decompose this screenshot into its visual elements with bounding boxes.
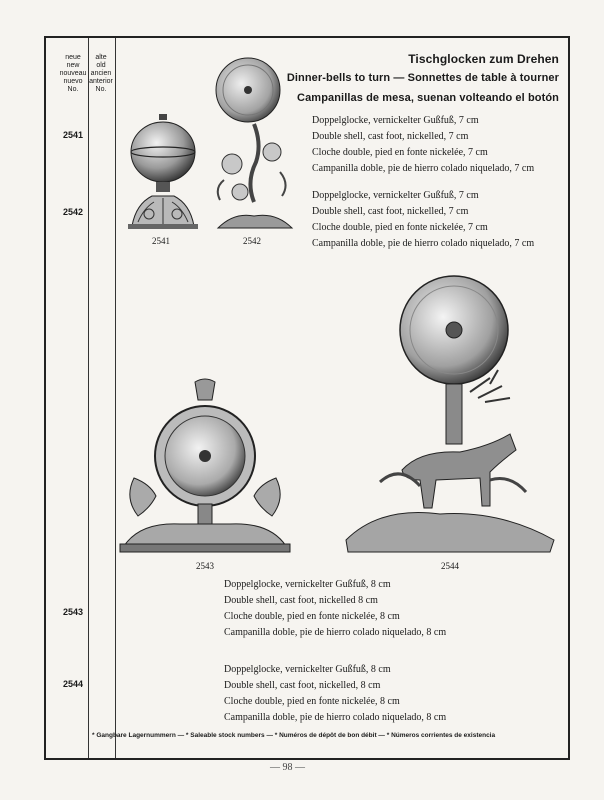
article-number-2543: 2543	[62, 607, 84, 617]
description-line: Cloche double, pied en fonte nickelée, 8 cm	[224, 696, 400, 707]
article-number-2541: 2541	[62, 130, 84, 140]
bell-2542-illustration	[210, 52, 298, 238]
column-header-old-number: alte old ancien anterior No.	[89, 54, 113, 93]
description-line: Campanilla doble, pie de hierro colado niquelado, 7 cm	[312, 163, 535, 174]
caption-2544: 2544	[441, 561, 459, 571]
description-line: Doppelglocke, vernickelter Gußfuß, 8 cm	[224, 579, 391, 590]
description-2543	[224, 577, 446, 641]
column-divider-2	[115, 38, 116, 758]
article-number-2544: 2544	[62, 679, 84, 689]
description-line: Campanilla doble, pie de hierro colado niquelado, 7 cm	[312, 238, 535, 249]
description-line: Double shell, cast foot, nickelled, 7 cm	[312, 206, 469, 217]
bell-2543-illustration	[120, 378, 290, 560]
caption-2541: 2541	[152, 236, 170, 246]
description-2541	[312, 113, 534, 177]
column-header-new-number: neue new nouveau nuevo No.	[59, 54, 87, 93]
description-line: Doppelglocke, vernickelter Gußfuß, 7 cm	[312, 115, 479, 126]
description-line: Cloche double, pied en fonte nickelée, 7 cm	[312, 147, 488, 158]
caption-2543: 2543	[196, 561, 214, 571]
description-line: Doppelglocke, vernickelter Gußfuß, 8 cm	[224, 664, 391, 675]
description-line: Cloche double, pied en fonte nickelée, 7 cm	[312, 222, 488, 233]
description-line: Campanilla doble, pie de hierro colado niquelado, 8 cm	[224, 627, 447, 638]
page-number: — 98 —	[270, 762, 305, 773]
title-english-french: Dinner-bells to turn — Sonnettes de table à tourner	[286, 72, 559, 84]
description-line: Cloche double, pied en fonte nickelée, 8 cm	[224, 611, 400, 622]
footnote: * Gangbare Lagernummern — * Saleable stock numbers — * Numéros de dépôt de bon débit — * Números corrientes de existencia	[92, 732, 496, 739]
caption-2542: 2542	[243, 236, 261, 246]
bell-2544-illustration	[340, 274, 558, 562]
description-line: Doppelglocke, vernickelter Gußfuß, 7 cm	[312, 190, 479, 201]
description-line: Campanilla doble, pie de hierro colado niquelado, 8 cm	[224, 712, 447, 723]
title-german: Tischglocken zum Drehen	[408, 52, 559, 66]
title-spanish: Campanillas de mesa, suenan volteando el botón	[297, 92, 559, 104]
description-2542	[312, 188, 534, 252]
description-line: Double shell, cast foot, nickelled, 8 cm	[224, 680, 381, 691]
bell-2541-illustration	[122, 108, 204, 238]
description-2544	[224, 662, 446, 726]
description-line: Double shell, cast foot, nickelled 8 cm	[224, 595, 378, 606]
description-line: Double shell, cast foot, nickelled, 7 cm	[312, 131, 469, 142]
column-divider-1	[88, 38, 89, 758]
article-number-2542: 2542	[62, 207, 84, 217]
